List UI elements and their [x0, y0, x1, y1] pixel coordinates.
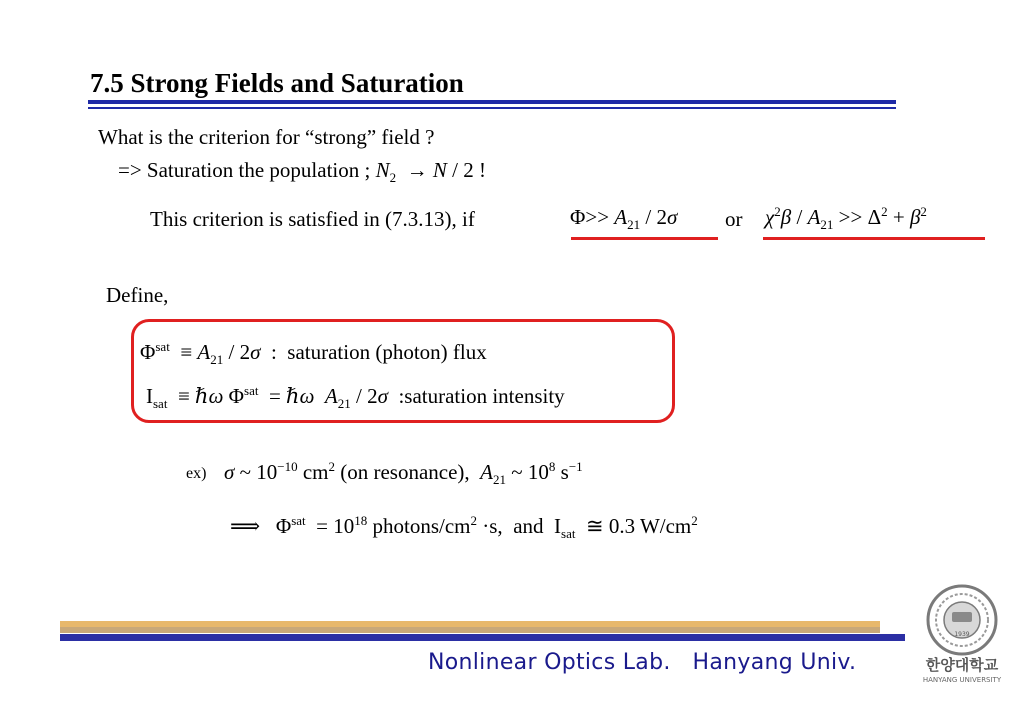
- def-saturation-flux: $\Phi^{sat} \equiv A_{21} / 2\sigma$ : saturation (photon) flux: [140, 339, 487, 368]
- highlight-underline-2: [763, 237, 985, 240]
- criterion-formula-2: $\chi^2\beta / A_{21} >> \Delta^2 + \beta^2$: [765, 204, 927, 233]
- footer-text: [428, 650, 856, 675]
- highlight-underline-1: [571, 237, 718, 240]
- svg-text:1939: 1939: [954, 631, 970, 638]
- footer-bar-tan: [60, 627, 880, 633]
- def2-desc: :saturation intensity: [398, 384, 565, 408]
- university-logo: [912, 580, 1012, 690]
- footer-univ: Hanyang Univ.: [692, 650, 857, 675]
- result-and: and: [513, 514, 544, 538]
- define-label: Define,: [106, 283, 169, 307]
- footer-lab: Nonlinear Optics Lab.: [428, 650, 671, 675]
- def-saturation-intensity: $I_{sat}$ ≡ ℏω $\Phi^{sat}$ = ℏω $A_{21} / 2\sigma$ :saturation intensity: [146, 383, 565, 412]
- slide-title: 7.5 Strong Fields and Saturation: [90, 68, 464, 98]
- result-photons: photons/cm: [372, 514, 471, 538]
- criterion-text: This criterion is satisfied in (7.3.13), if: [150, 207, 475, 231]
- saturation-line: [118, 158, 486, 186]
- title-underline: [88, 100, 896, 104]
- footer-bar-blue: [60, 634, 905, 641]
- result-value: 0.3 W/cm: [608, 514, 692, 538]
- saturation-prefix: => Saturation the population ;: [118, 158, 371, 182]
- criterion-formula-1: $\Phi>> A_{21} / 2\sigma$: [570, 205, 678, 233]
- or-word: or: [725, 207, 743, 231]
- ex-label: ex): [186, 465, 207, 482]
- question-text: What is the criterion for “strong” field ?: [98, 125, 435, 149]
- ex-resonance: (on resonance),: [340, 460, 470, 484]
- def1-desc: saturation (photon) flux: [287, 340, 487, 364]
- svg-text:한양대학교: 한양대학교: [925, 656, 999, 674]
- result-formula: ⟹ $\Phi^{sat} = 10^{18}$ photons/$cm^2 \cdot s$, and $I_{sat}$ ≅ 0.3 $W/cm^2$: [230, 513, 698, 542]
- svg-text:HANYANG UNIVERSITY: HANYANG UNIVERSITY: [922, 676, 1002, 684]
- title-underline-thin: [88, 107, 896, 109]
- example-formula: σ ~ $10^{-10}$ $cm^2$ (on resonance), $A_{21}$ ~ $10^8$ $s^{-1}$: [224, 459, 583, 488]
- population-formula: $N_2 \to N / 2$ !: [375, 158, 486, 186]
